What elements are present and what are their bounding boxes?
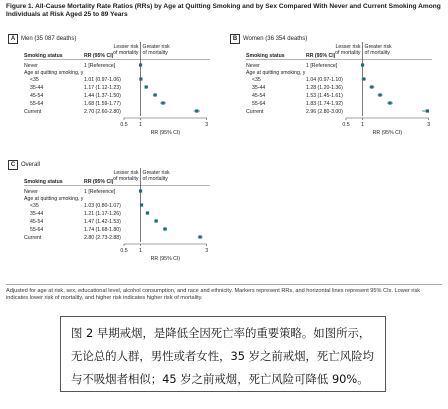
subheader-age-quit: Age at quitting smoking, y bbox=[24, 70, 84, 76]
x-tick-label: 3 bbox=[205, 122, 209, 128]
row-rr-value: 1.74 (1.68-1.80) bbox=[84, 227, 121, 233]
x-tick-label: 3 bbox=[427, 122, 431, 128]
rr-marker bbox=[153, 93, 156, 96]
forest-plot-men bbox=[6, 34, 220, 144]
col-header-rr: RR (95% CI) bbox=[84, 179, 114, 185]
row-label: <35 bbox=[30, 77, 39, 83]
row-label: 55-64 bbox=[252, 101, 266, 107]
rr-marker bbox=[139, 63, 142, 66]
row-rr-value: 1.21 (1.17-1.26) bbox=[84, 211, 121, 217]
subheader-age-quit: Age at quitting smoking, y bbox=[246, 70, 306, 76]
panel-label: Men (35 087 deaths) bbox=[21, 36, 77, 42]
col-header-status: Smoking status bbox=[24, 53, 63, 59]
x-axis-label: RR (95% CI) bbox=[372, 130, 403, 136]
forest-plot-svg bbox=[6, 160, 220, 270]
row-label: 45-54 bbox=[30, 219, 44, 225]
row-rr-value: 1.01 (0.97-1.06) bbox=[84, 77, 121, 83]
row-label: 35-44 bbox=[30, 211, 44, 217]
x-tick-label: 0.5 bbox=[120, 122, 128, 128]
row-rr-value: 1.04 (0.97-1.10) bbox=[306, 77, 343, 83]
header-lower-risk: of mortality bbox=[113, 50, 139, 56]
row-rr-value: 2.70 (2.60-2.80) bbox=[84, 109, 121, 115]
rr-marker bbox=[361, 63, 364, 66]
header-lower-risk: Lesser risk bbox=[113, 170, 139, 176]
row-rr-value: 1.83 (1.74-1.92) bbox=[306, 101, 343, 107]
row-rr-value: 2.96 (2.80-3.00) bbox=[306, 109, 343, 115]
row-rr-value: 1.44 (1.37-1.50) bbox=[84, 93, 121, 99]
subheader-age-quit: Age at quitting smoking, y bbox=[24, 196, 84, 202]
row-label: <35 bbox=[252, 77, 261, 83]
header-lower-risk: of mortality bbox=[335, 50, 361, 56]
x-tick-label: 0.5 bbox=[120, 248, 128, 254]
x-axis-label: RR (95% CI) bbox=[150, 256, 181, 262]
x-axis-label: RR (95% CI) bbox=[150, 130, 181, 136]
col-header-rr: RR (95% CI) bbox=[306, 53, 336, 59]
forest-plot-svg bbox=[6, 34, 220, 144]
header-greater-risk: of mortality bbox=[142, 50, 168, 56]
row-rr-value: 1 [Reference] bbox=[84, 189, 116, 195]
row-label: Never bbox=[24, 63, 38, 69]
rr-marker bbox=[154, 219, 157, 222]
col-header-status: Smoking status bbox=[246, 53, 285, 59]
x-tick-label: 3 bbox=[205, 248, 209, 254]
chinese-caption: 图 2 早期戒烟，是降低全因死亡率的重要策略。如图所示，无论总的人群，男性或者女性，35 岁之前戒烟，死亡风险均与不吸烟者相似；45 岁之前戒烟，死亡风险可降低 90%。 bbox=[71, 326, 374, 386]
header-greater-risk: Greater risk bbox=[364, 44, 392, 50]
x-tick-label: 0.5 bbox=[342, 122, 350, 128]
row-label: Current bbox=[246, 109, 264, 115]
rr-marker bbox=[362, 77, 365, 80]
header-lower-risk: Lesser risk bbox=[335, 44, 361, 50]
panel-letter: C bbox=[8, 160, 18, 170]
chinese-caption-box bbox=[60, 316, 386, 392]
header-lower-risk: of mortality bbox=[113, 176, 139, 182]
header-greater-risk: Greater risk bbox=[142, 44, 170, 50]
row-rr-value: 1.17 (1.12-1.23) bbox=[84, 85, 121, 91]
header-greater-risk: Greater risk bbox=[142, 170, 170, 176]
col-header-rr: RR (95% CI) bbox=[84, 53, 114, 59]
row-rr-value: 2.80 (2.73-2.88) bbox=[84, 235, 121, 241]
rr-marker bbox=[139, 77, 142, 80]
header-greater-risk: of mortality bbox=[142, 176, 168, 182]
rr-marker bbox=[139, 189, 142, 192]
rr-marker bbox=[145, 85, 148, 88]
row-label: <35 bbox=[30, 203, 39, 209]
rr-marker bbox=[195, 109, 198, 112]
rr-marker bbox=[146, 211, 149, 214]
x-tick-label: 1 bbox=[139, 122, 142, 128]
rr-marker bbox=[161, 101, 164, 104]
figure-footnote: Adjusted for age at risk, sex, educational level, alcohol consumption, and race and ethnicity. Markers represent RRs, and horizontal lines represent 95% CIs. Lower risk indicates lower risk of mortality, and higher risk indicates higher risk of mortality. bbox=[6, 288, 421, 302]
forest-plot-women bbox=[228, 34, 442, 144]
row-label: 55-64 bbox=[30, 227, 44, 233]
rr-marker bbox=[426, 109, 429, 112]
rr-marker bbox=[198, 235, 201, 238]
rr-marker bbox=[163, 227, 166, 230]
forest-plot-svg bbox=[228, 34, 442, 144]
figure-title: Figure 1. All-Cause Mortality Rate Ratios (RRs) by Age at Quitting Smoking and by Sex Compared With Never and Current Smoking Among Individuals at Risk Aged 25 to 89 Years bbox=[6, 3, 441, 19]
footnote-divider bbox=[6, 284, 442, 285]
panel-letter: A bbox=[8, 34, 18, 44]
forest-plot-overall bbox=[6, 160, 220, 270]
row-rr-value: 1 [Reference] bbox=[306, 63, 338, 69]
row-rr-value: 1.03 (0.80-1.07) bbox=[84, 203, 121, 209]
row-rr-value: 1.68 (1.59-1.77) bbox=[84, 101, 121, 107]
header-lower-risk: Lesser risk bbox=[113, 44, 139, 50]
row-label: 35-44 bbox=[252, 85, 266, 91]
row-label: 35-44 bbox=[30, 85, 44, 91]
rr-marker bbox=[388, 101, 391, 104]
x-tick-label: 1 bbox=[139, 248, 142, 254]
row-rr-value: 1.53 (1.45-1.61) bbox=[306, 93, 343, 99]
rr-marker bbox=[140, 203, 143, 206]
row-label: Never bbox=[24, 189, 38, 195]
rr-marker bbox=[370, 85, 373, 88]
x-tick-label: 1 bbox=[361, 122, 364, 128]
row-rr-value: 1 [Reference] bbox=[84, 63, 116, 69]
row-rr-value: 1.47 (1.42-1.53) bbox=[84, 219, 121, 225]
row-label: 45-54 bbox=[252, 93, 266, 99]
row-rr-value: 1.28 (1.20-1.36) bbox=[306, 85, 343, 91]
panel-letter: B bbox=[230, 34, 240, 44]
row-label: Current bbox=[24, 109, 42, 115]
row-label: 55-64 bbox=[30, 101, 44, 107]
row-label: Never bbox=[246, 63, 260, 69]
panel-label: Overall bbox=[21, 162, 41, 168]
col-header-status: Smoking status bbox=[24, 179, 63, 185]
header-greater-risk: of mortality bbox=[364, 50, 390, 56]
rr-marker bbox=[378, 93, 381, 96]
row-label: 45-54 bbox=[30, 93, 44, 99]
row-label: Current bbox=[24, 235, 42, 241]
panel-label: Women (36 354 deaths) bbox=[243, 36, 308, 42]
